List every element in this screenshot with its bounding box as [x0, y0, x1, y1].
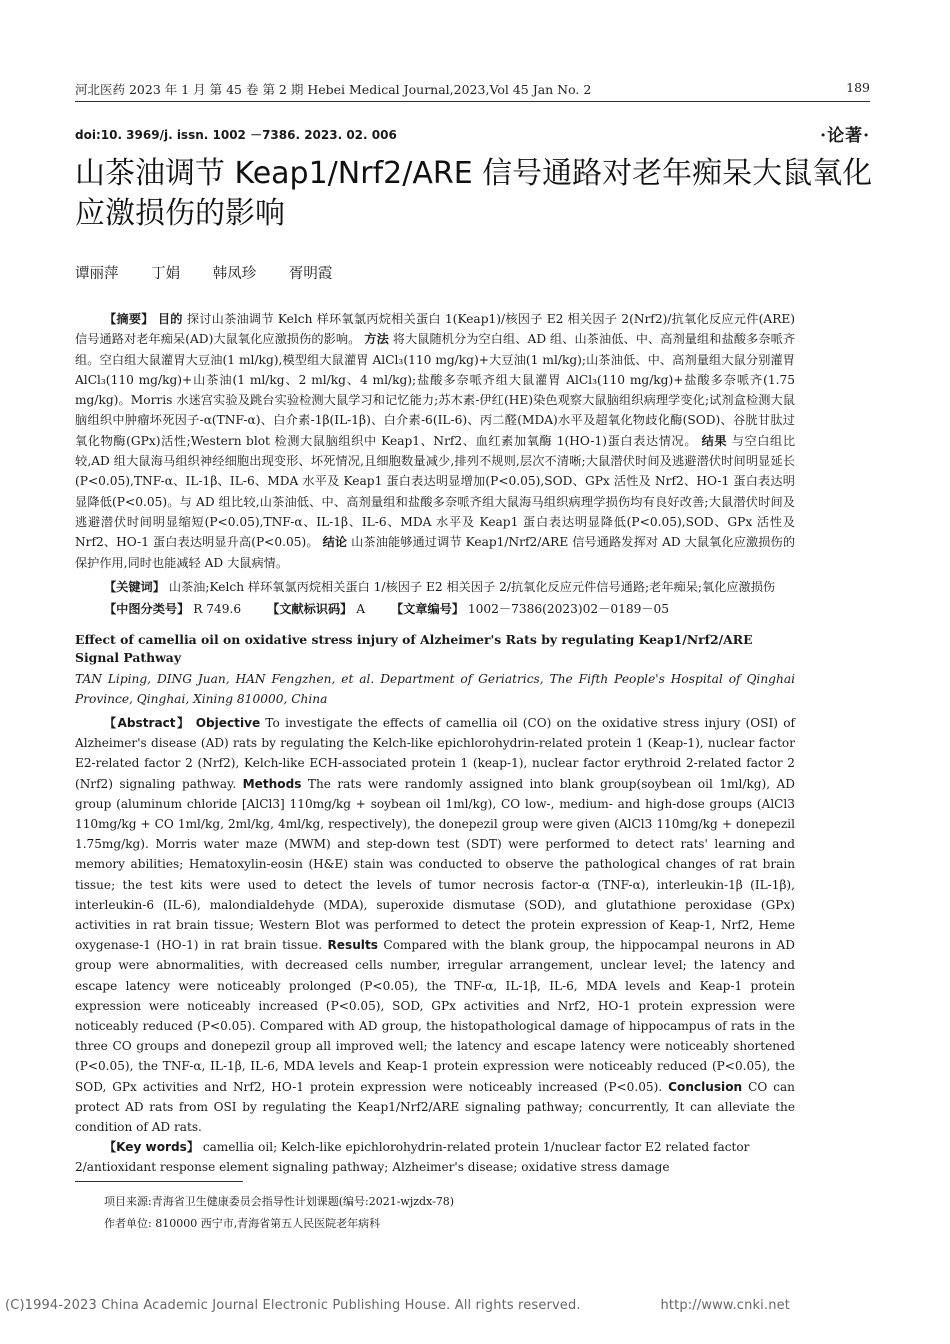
conclusion-en-text: CO can protect AD rats from OSI by regulating the Keap1/Nrf2/ARE signaling pathway; concurrently, It can alleviate the condition of AD rats.: [75, 1079, 795, 1135]
objective-en-text: To investigate the effects of camellia oil (CO) on the oxidative stress injury (OSI) of Alzheimer's disease (AD) rats by regulating the Kelch-like epichlorohydrin-related protein 1 (Keap-1), nuclear factor E2-related factor 2 (Nrf2), Kelch-like ECH-associated protein 1 (keap-1), nuclear factor erythroid 2-related factor 2 (Nrf2) signaling pathway.: [75, 716, 795, 791]
copyright-text: (C)1994-2023 China Academic Journal Electronic Publishing House. All rights reserved.: [5, 1298, 581, 1313]
author: 谭丽萍: [75, 266, 119, 282]
article-title: 山茶油调节 Keap1/Nrf2/ARE 信号通路对老年痴呆大鼠氧化应激损伤的影响: [75, 156, 873, 231]
conclusion-en-label: Conclusion: [668, 1079, 743, 1094]
copyright-line: [5, 1298, 945, 1313]
abstract-en-label: 【Abstract】: [104, 716, 191, 730]
methods-en-text: The rats were randomly assigned into blank group(soybean oil 1ml/kg), AD group (aluminum chloride [AlCl3] 110mg/kg + soybean oil 1ml/kg), CO low-, medium- and high-dose groups (AlCl3 110mg/kg + CO 1ml/kg, 2ml/kg, 4ml/kg, respectively), the donepezil group were given (AlCl3 110mg/kg + donepezil 1.75mg/kg). Morris water maze (MWM) and step-down test (SDT) were performed to detect rats' learning and memory abilities; Hematoxylin-eosin (H&E) stain was conducted to observe the pathological changes of rat brain tissue; the test kits were used to detect the levels of tumor necrosis factor-α (TNF-α), interleukin-1β (IL-1β), interleukin-6 (IL-6), malondialdehyde (MDA), superoxide dismutase (SOD), and glutathione peroxidase (GPx) activities in rat brain tissue; Western Blot was performed to detect the protein expression of Keap-1, Nrf2, Heme oxygenase-1 (HO-1) in rat brain tissue.: [75, 776, 795, 953]
keywords-cn-text: 山茶油;Kelch 样环氧氯丙烷相关蛋白 1/核因子 E2 相关因子 2/抗氧化反应元件信号通路;老年痴呆;氧化应激损伤: [168, 580, 776, 594]
column-label: ·论著·: [820, 126, 870, 146]
clc-label: 【中图分类号】: [104, 602, 190, 616]
article-no-label: 【文章编号】: [390, 602, 465, 616]
classification-line: [75, 599, 795, 619]
doc-code-value: A: [356, 602, 366, 616]
abstract-cn-label: 【摘要】: [104, 312, 154, 326]
doc-code-label: 【文献标识码】: [267, 602, 353, 616]
author: 丁娟: [151, 266, 181, 282]
keywords-cn: [75, 577, 795, 597]
objective-label: 目的: [157, 312, 183, 326]
author-list: [75, 262, 348, 283]
keywords-en-label: 【Key words】: [104, 1140, 199, 1154]
methods-en-label: Methods: [242, 776, 302, 791]
funding-footnote: 项目来源:青海省卫生健康委员会指导性计划课题(编号:2021-wjzdx-78): [104, 1195, 455, 1208]
cnki-link[interactable]: http://www.cnki.net: [660, 1298, 790, 1313]
journal-line: 河北医药 2023 年 1 月 第 45 卷 第 2 期 Hebei Medical Journal,2023,Vol 45 Jan No. 2: [75, 82, 592, 97]
cn-metadata: [75, 577, 795, 619]
results-label: 结果: [701, 433, 728, 448]
doi[interactable]: doi:10. 3969/j. issn. 1002 －7386. 2023. 02. 006: [75, 128, 397, 142]
abstract-en: [75, 713, 795, 1137]
english-authors: TAN Liping, DING Juan, HAN Fengzhen, et al. Department of Geriatrics, The Fifth People's Hospital of Qinghai Province, Qinghai, Xining 810000, China: [75, 672, 795, 706]
keywords-cn-label: 【关键词】: [104, 580, 165, 594]
results-text: 与空白组比较,AD 组大鼠海马组织神经细胞出现变形、坏死情况,且细胞数量减少,排列不规则,层次不清晰;大鼠潜伏时间及逃避潜伏时间明显延长(P<0.05),TNF-α、IL-1β、IL-6、MDA 水平及 Keap1 蛋白表达明显增加(P<0.05),SOD、GPx 活性及 Nrf2、HO-1 蛋白表达明显降低(P<0.05)。与 AD 组比较,山茶油低、中、高剂量组和盐酸多奈哌齐组大鼠海马组织病理学损伤均有良好改善;大鼠潜伏时间及逃避潜伏时间明显缩短(P<0.05),TNF-α、IL-1β、IL-6、MDA 水平及 Keap1 蛋白表达明显降低(P<0.05),SOD、GPx 活性及 Nrf2、HO-1 蛋白表达明显升高(P<0.05)。: [75, 433, 796, 550]
author: 胥明霞: [288, 266, 333, 282]
header-rule: [75, 101, 870, 102]
keywords-en-text: camellia oil; Kelch-like epichlorohydrin-related protein 1/nuclear factor E2 related factor 2/antioxidant response element signaling pathway; Alzheimer's disease; oxidative stress damage: [75, 1140, 750, 1175]
keywords-en: [75, 1137, 795, 1177]
abstract-cn: [75, 309, 795, 573]
conclusion-label: 结论: [322, 535, 348, 550]
page-number: 189: [846, 80, 870, 95]
results-en-text: Compared with the blank group, the hippocampal neurons in AD group were abnormalities, with decreased cells number, irregular arrangement, unclear level; the latency and escape latency were noticeably prolonged (P<0.05), the TNF-α, IL-1β, IL-6, MDA levels and Keap-1 protein expression were noticeably increased (P<0.05), SOD, GPx activities and Nrf2, HO-1 protein expression were noticeably reduced (P<0.05). Compared with AD group, the histopathological damage of hippocampus of rats in the three CO groups and donepezil group all improved well; the latency and escape latency were noticeably shortened (P<0.05), the TNF-α, IL-1β, IL-6, MDA levels and Keap-1 protein expression were noticeably reduced (P<0.05), the SOD, GPx activities and Nrf2, HO-1 protein expression were noticeably increased (P<0.05).: [75, 938, 795, 1094]
english-title: Effect of camellia oil on oxidative stress injury of Alzheimer's Rats by regulating Keap1/Nrf2/ARE Signal Pathway: [75, 632, 753, 665]
author: 韩凤珍: [212, 266, 257, 282]
objective-text: 探讨山茶油调节 Kelch 样环氧氯丙烷相关蛋白 1(Keap1)/核因子 E2 相关因子 2(Nrf2)/抗氧化反应元件(ARE)信号通路对老年痴呆(AD)大鼠氧化应激损伤的影响。: [75, 312, 796, 347]
footnote-rule: [75, 1181, 243, 1182]
methods-text: 将大鼠随机分为空白组、AD 组、山茶油低、中、高剂量组和盐酸多奈哌齐组。空白组大鼠灌胃大豆油(1 ml/kg),模型组大鼠灌胃 AlCl₃(110 mg/kg)+大豆油(1 ml/kg);山茶油低、中、高剂量组大鼠分别灌胃 AlCl₃(110 mg/kg)+山茶油(1 ml/kg、2 ml/kg、4 ml/kg);盐酸多奈哌齐组大鼠灌胃 AlCl₃(110 mg/kg)+盐酸多奈哌齐(1.75 mg/kg)。Morris 水迷宫实验及跳台实验检测大鼠学习和记忆能力;苏木素-伊红(HE)染色观察大鼠脑组织病理学变化;试剂盒检测大鼠脑组织中肿瘤坏死因子-α(TNF-α)、白介素-1β(IL-1β)、白介素-6(IL-6)、丙二醛(MDA)水平及超氧化物歧化酶(SOD)、谷胱甘肽过氧化物酶(GPx)活性;Western blot 检测大鼠脑组织中 Keap1、Nrf2、血红素加氧酶 1(HO-1)蛋白表达情况。: [75, 332, 796, 448]
results-en-label: Results: [327, 938, 378, 953]
conclusion-text: 山茶油能够通过调节 Keap1/Nrf2/ARE 信号通路发挥对 AD 大鼠氧化应激损伤的保护作用,同时也能减轻 AD 大鼠病情。: [75, 535, 796, 570]
clc-value: R 749.6: [193, 602, 242, 616]
affiliation-footnote: 作者单位: 810000 西宁市,青海省第五人民医院老年病科: [104, 1217, 381, 1230]
running-header: [75, 80, 870, 98]
methods-label: 方法: [364, 332, 389, 347]
article-no-value: 1002－7386(2023)02－0189－05: [467, 602, 670, 616]
objective-en-label: Objective: [195, 716, 261, 730]
